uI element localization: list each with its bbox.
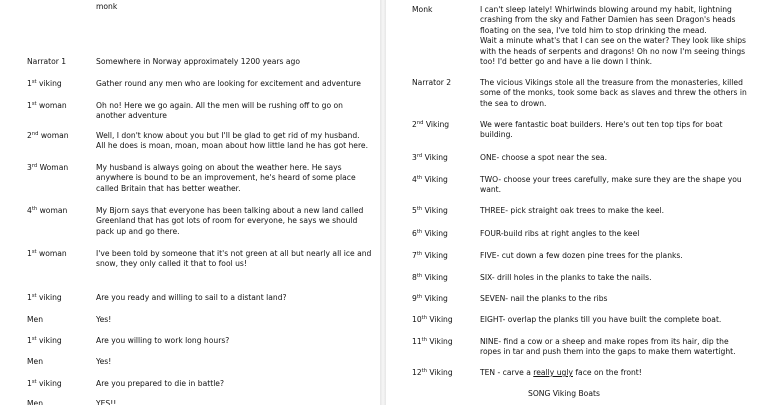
speaker-role: Woman <box>37 163 69 172</box>
dialogue-line: My husband is always going on about the weather here. He says <box>96 163 342 172</box>
dialogue-line: Greenland that has got lots of room for everyone, he says we should <box>96 216 358 226</box>
speaker-role: woman <box>37 206 68 215</box>
speaker-label <box>412 153 448 163</box>
dialogue-line: Oh no! Here we go again. All the men will be rushing off to go on <box>96 101 343 110</box>
speaker-ordinal: 3 <box>412 153 417 162</box>
dialogue-text <box>96 336 229 346</box>
speaker-label <box>412 120 449 130</box>
speaker-ordinal: 1 <box>27 379 32 388</box>
ordinal-suffix: rd <box>416 153 423 159</box>
speaker-label <box>27 131 69 141</box>
speaker-ordinal: 7 <box>412 251 417 260</box>
speaker-label <box>412 337 453 347</box>
speaker-label: Narrator 2 <box>412 78 452 87</box>
speaker-label <box>27 79 62 89</box>
speaker-ordinal: 6 <box>412 229 417 238</box>
dialogue-line: SEVEN- nail the planks to the ribs <box>480 294 608 303</box>
dialogue-line: floating on the sea, I've told him to stop drinking the mead. <box>480 25 707 35</box>
speaker-label <box>27 379 62 389</box>
speaker-ordinal: 4 <box>412 175 417 184</box>
speaker-role: viking <box>36 336 62 345</box>
speaker-ordinal: 11 <box>412 337 422 346</box>
dialogue-text <box>480 153 607 163</box>
dialogue-line: too! I'd better go and have a lie down I think. <box>480 57 653 67</box>
underlined-phrase: really ugly <box>533 368 573 377</box>
speaker-role: Viking <box>422 175 448 184</box>
dialogue-line: Well, I don't know about you but I'll be glad to get rid of my husband. <box>96 131 360 140</box>
speaker-role: woman <box>36 101 67 110</box>
dialogue-line: THREE- pick straight oak trees to make the keel. <box>480 206 665 215</box>
ordinal-suffix: th <box>421 368 427 374</box>
speaker-role: Viking <box>422 153 448 162</box>
speaker-role: viking <box>36 293 62 302</box>
dialogue-line: Yes! <box>96 315 112 324</box>
dialogue-text <box>480 5 746 67</box>
ordinal-suffix: st <box>31 79 37 85</box>
dialogue-text <box>480 273 652 283</box>
speaker-role: viking <box>36 379 62 388</box>
dialogue-line: FOUR-build ribs at right angles to the keel <box>480 229 640 238</box>
speaker-role: viking <box>36 79 62 88</box>
ordinal-suffix: th <box>416 206 423 212</box>
speaker-label: Men <box>27 315 44 324</box>
dialogue-line: crashing from the sky and Father Damien has seen Dragon's heads <box>480 15 736 25</box>
ordinal-suffix: st <box>31 379 37 385</box>
dialogue-text <box>96 206 363 237</box>
speaker-ordinal: 9 <box>412 294 417 303</box>
ordinal-suffix: th <box>416 175 423 181</box>
dialogue-text <box>96 315 111 325</box>
speaker-label <box>27 293 62 303</box>
continued-text-fragment: monk <box>96 2 118 11</box>
dialogue-line: Gather round any men who are looking for excitement and adventure <box>96 79 361 88</box>
dialogue-line: EIGHT- overlap the planks till you have built the complete boat. <box>480 315 722 324</box>
ordinal-suffix: nd <box>416 120 424 126</box>
dialogue-text <box>480 251 683 261</box>
right-page <box>386 0 765 405</box>
speaker-label <box>412 251 448 261</box>
dialogue-text <box>480 120 723 141</box>
ordinal-suffix: st <box>31 101 37 107</box>
speaker-ordinal: 8 <box>412 273 417 282</box>
dialogue-line: another adventure <box>96 111 167 121</box>
dialogue-line: Somewhere in Norway approximately 1200 years ago <box>96 57 300 66</box>
speaker-role: Viking <box>422 229 448 238</box>
ordinal-suffix: th <box>421 315 427 321</box>
dialogue-line: want. <box>480 185 502 195</box>
dialogue-line: SIX- drill holes in the planks to take the nails. <box>480 273 652 282</box>
speaker-label <box>412 229 448 239</box>
speaker-ordinal: 12 <box>412 368 422 377</box>
dialogue-line: Are you willing to work long hours? <box>96 336 230 345</box>
speaker-role: Viking <box>422 251 448 260</box>
dialogue-line: FIVE- cut down a few dozen pine trees for the planks. <box>480 251 683 260</box>
speaker-ordinal: 1 <box>27 293 32 302</box>
dialogue-text <box>96 379 224 389</box>
dialogue-line: All he does is moan, moan, moan about how little land he has got here. <box>96 141 369 151</box>
dialogue-line: ropes in tar and push them into the gaps to make them watertight. <box>480 347 736 357</box>
speaker-label <box>27 206 67 216</box>
speaker-role: woman <box>36 249 67 258</box>
ordinal-suffix: st <box>31 336 37 342</box>
speaker-label: Monk <box>412 5 433 14</box>
dialogue-text <box>480 294 608 304</box>
ordinal-suffix: st <box>31 293 37 299</box>
speaker-role: Viking <box>422 206 448 215</box>
speaker-ordinal: 1 <box>27 79 32 88</box>
dialogue-line: Are you prepared to die in battle? <box>96 379 225 388</box>
dialogue-text <box>480 175 742 196</box>
ordinal-suffix: th <box>421 337 427 343</box>
speaker-ordinal: 1 <box>27 336 32 345</box>
speaker-role: woman <box>38 131 69 140</box>
dialogue-line: NINE- find a cow or a sheep and make ropes from its hair, dip the <box>480 337 729 346</box>
ordinal-suffix: rd <box>31 163 38 169</box>
dialogue-text <box>96 101 343 122</box>
dialogue-text <box>480 368 642 378</box>
speaker-label <box>412 175 448 185</box>
dialogue-line: ONE- choose a spot near the sea. <box>480 153 608 162</box>
left-page <box>0 0 380 405</box>
dialogue-line <box>480 368 642 378</box>
dialogue-line: building. <box>480 130 513 140</box>
ordinal-suffix: th <box>416 294 423 300</box>
speaker-role: Viking <box>427 368 453 377</box>
speaker-label <box>412 273 448 283</box>
speaker-label: Men <box>27 399 44 405</box>
dialogue-text <box>96 79 361 89</box>
dialogue-line: snow, they only called it that to fool us! <box>96 259 247 269</box>
dialogue-fragment: TEN - carve a <box>480 368 534 377</box>
ordinal-suffix: th <box>31 206 38 212</box>
speaker-role: Viking <box>422 294 448 303</box>
dialogue-line: anywhere is bound to be an improvement, he's heard of some place <box>96 173 356 183</box>
dialogue-fragment: face on the front! <box>572 368 642 377</box>
dialogue-text <box>480 315 721 325</box>
ordinal-suffix: th <box>416 229 423 235</box>
speaker-ordinal: 2 <box>27 131 32 140</box>
dialogue-text <box>480 337 736 358</box>
dialogue-line: called Britain that has better weather. <box>96 183 241 193</box>
dialogue-text <box>480 78 747 109</box>
speaker-ordinal: 1 <box>27 101 32 110</box>
speaker-role: Viking <box>427 337 453 346</box>
speaker-label <box>27 336 62 346</box>
speaker-label: Men <box>27 357 44 366</box>
speaker-label <box>27 249 67 259</box>
dialogue-line: the sea to drown. <box>480 98 547 108</box>
dialogue-text <box>480 229 639 239</box>
speaker-label <box>412 315 453 325</box>
ordinal-suffix: th <box>416 251 423 257</box>
dialogue-text <box>96 57 300 67</box>
dialogue-text <box>96 357 111 367</box>
speaker-ordinal: 10 <box>412 315 422 324</box>
dialogue-line: We were fantastic boat builders. Here's out ten top tips for boat <box>480 120 723 129</box>
dialogue-text: YES!! <box>96 399 117 405</box>
dialogue-line: I've been told by someone that it's not green at all but nearly all ice and <box>96 249 372 258</box>
speaker-ordinal: 2 <box>412 120 417 129</box>
dialogue-line: My Bjorn says that everyone has been talking about a new land called <box>96 206 364 215</box>
dialogue-line: I can't sleep lately! Whirlwinds blowing around my habit, lightning <box>480 5 732 14</box>
speaker-ordinal: 1 <box>27 249 32 258</box>
speaker-role: Viking <box>427 315 453 324</box>
speaker-role: Viking <box>423 120 450 129</box>
speaker-role: Viking <box>422 273 448 282</box>
dialogue-line: Yes! <box>96 357 112 366</box>
dialogue-line: TWO- choose your trees carefully, make sure they are the shape you <box>480 175 742 184</box>
dialogue-line: Are you ready and willing to sail to a distant land? <box>96 293 287 302</box>
speaker-ordinal: 3 <box>27 163 32 172</box>
dialogue-line: Wait a minute what's that I can see on the water? They look like ships <box>480 36 746 46</box>
dialogue-text <box>96 163 356 194</box>
dialogue-line: pack up and go there. <box>96 226 180 236</box>
speaker-label <box>412 368 453 378</box>
speaker-label <box>412 206 448 216</box>
dialogue-text <box>96 131 368 152</box>
speaker-label <box>27 163 68 173</box>
speaker-label <box>412 294 448 304</box>
dialogue-text <box>480 206 664 216</box>
dialogue-line: some of the monks, took some back as slaves and threw the others in <box>480 88 747 98</box>
ordinal-suffix: st <box>31 249 37 255</box>
speaker-ordinal: 5 <box>412 206 417 215</box>
speaker-ordinal: 4 <box>27 206 32 215</box>
dialogue-text <box>96 249 371 270</box>
dialogue-text <box>96 293 287 303</box>
speaker-label: Narrator 1 <box>27 57 67 66</box>
ordinal-suffix: nd <box>31 131 39 137</box>
song-title: SONG Viking Boats <box>528 389 600 398</box>
dialogue-line: The vicious Vikings stole all the treasure from the monasteries, killed <box>480 78 743 87</box>
ordinal-suffix: th <box>416 273 423 279</box>
dialogue-line: with the heads of serpents and dragons! Oh no now I'm seeing things <box>480 46 746 56</box>
speaker-label <box>27 101 67 111</box>
